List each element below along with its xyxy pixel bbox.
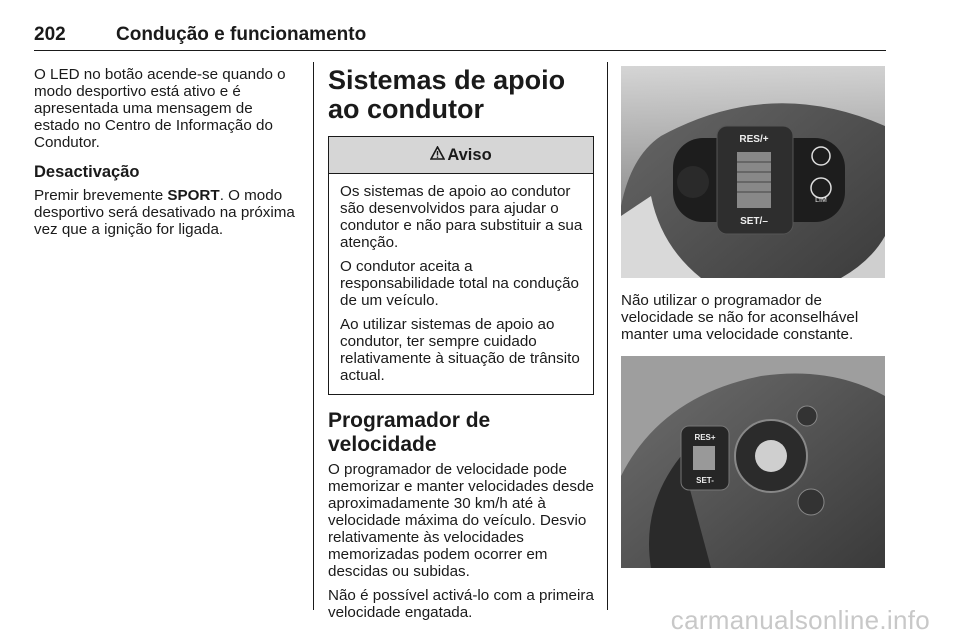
deactivation-text-b: . O modo desportivo será desativado na próxima vez que a ignição for ligada. [34, 187, 295, 238]
warning-paragraph-1: Os sistemas de apoio ao condutor são desenvolvidos para ajudar o condutor e não para substituir a sua atenção. [340, 183, 583, 251]
warning-body [329, 174, 593, 394]
deactivation-heading: Desactivação [34, 163, 140, 181]
page-title: Condução e funcionamento [116, 24, 367, 45]
res-plus-label: RES+ [694, 433, 716, 442]
watermark: carmanualsonline.info [670, 605, 930, 635]
warning-paragraph-2: O condutor aceita a responsabilidade total na condução de um veículo. [340, 258, 579, 309]
warning-triangle-icon [430, 146, 445, 164]
cruise-paragraph-1: O programador de velocidade pode memorizar e manter velocidades desde aproximadamente 30 km/h até à velocidade máxima do veículo. Desvio relativamente às velocidades memorizadas podem ocorrer em descidas ou subidas. [328, 461, 594, 580]
section-heading: Sistemas de apoio ao condutor [328, 65, 566, 124]
warning-header [329, 137, 593, 174]
warning-paragraph-3: Ao utilizar sistemas de apoio ao condutor, ter sempre cuidado relativamente à situação de trânsito actual. [340, 316, 580, 384]
column-middle [328, 66, 594, 628]
lim-label: LIM [815, 197, 827, 204]
column-divider-2 [607, 62, 608, 610]
photo-caption: Não utilizar o programador de velocidade se não for aconselhável manter uma velocidade constante. [621, 292, 859, 343]
intro-paragraph: O LED no botão acende-se quando o modo desportivo está ativo e é apresentada uma mensagem de estado no Centro de Informação do Condutor. [34, 66, 286, 151]
deactivation-paragraph [34, 187, 302, 238]
steering-wheel-photo-1 [621, 66, 885, 278]
warning-title: Aviso [447, 145, 492, 164]
sport-keyword: SPORT [167, 187, 220, 204]
warning-box [328, 136, 594, 395]
cruise-control-heading: Programador de velocidade [328, 409, 491, 456]
column-left [34, 66, 302, 245]
page-number: 202 [34, 24, 66, 45]
page-header [34, 20, 886, 51]
res-label: RES/+ [739, 134, 769, 145]
set-label: SET/– [740, 216, 768, 227]
set-minus-label: SET- [696, 476, 714, 485]
deactivation-text-a: Premir brevemente [34, 187, 168, 204]
cruise-paragraph-2: Não é possível activá-lo com a primeira velocidade engatada. [328, 587, 594, 621]
column-divider-1 [313, 62, 314, 610]
steering-wheel-photo-2 [621, 356, 885, 568]
